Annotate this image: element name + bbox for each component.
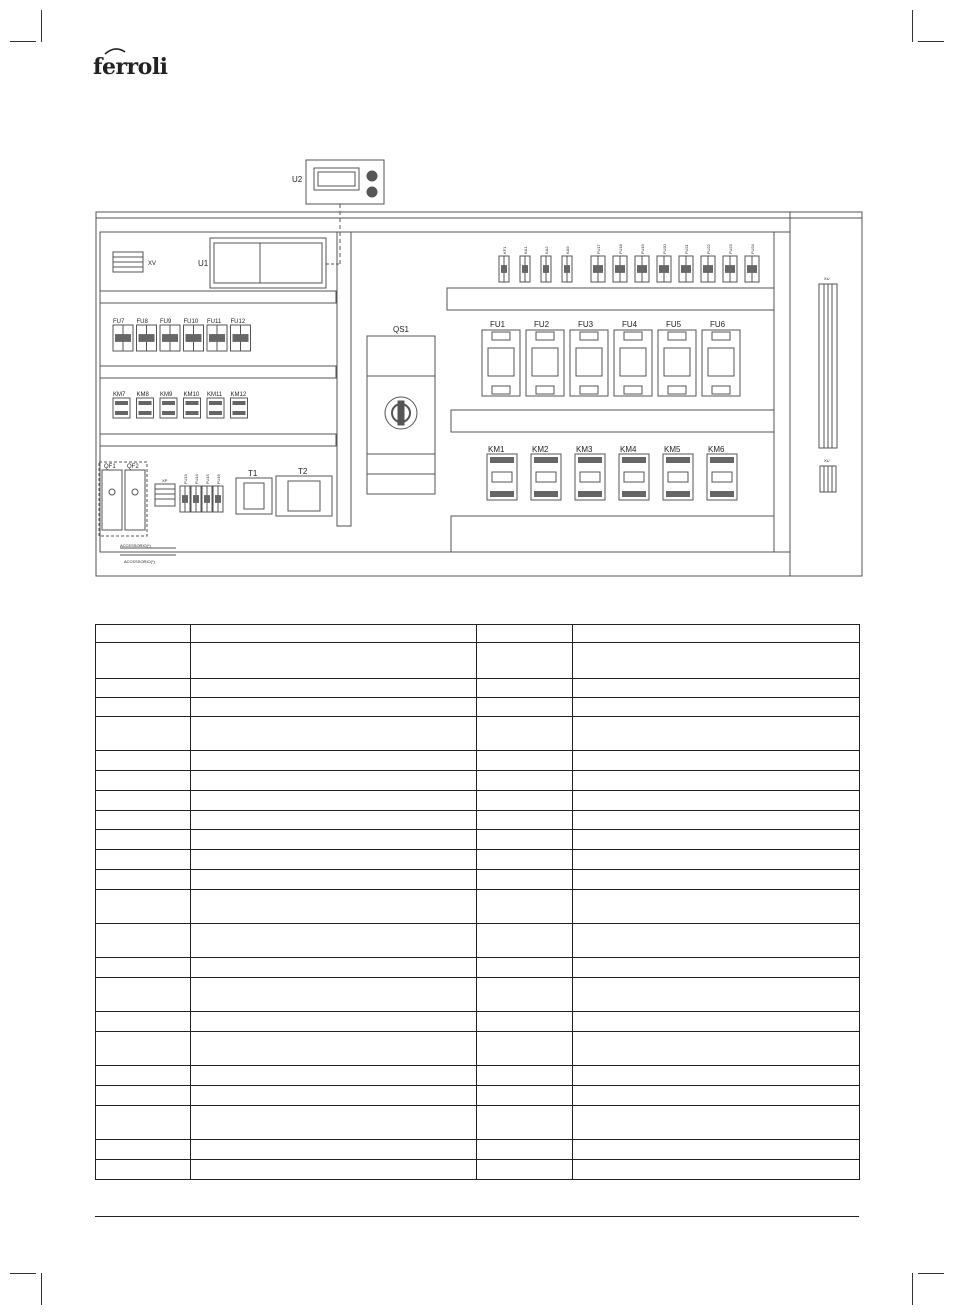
- contactor-km9: [160, 398, 177, 418]
- label-fu24: FU24: [750, 244, 755, 254]
- label-fu9: FU9: [160, 319, 172, 325]
- power-fuse-fu2: [526, 330, 564, 396]
- power-fuse-fu1: [482, 330, 520, 396]
- table-cell: [477, 870, 573, 890]
- table-cell: [477, 1012, 573, 1032]
- label-t1: T1: [248, 469, 258, 478]
- table-cell: [573, 1012, 860, 1032]
- vertical-rail: [337, 232, 351, 526]
- label-fu12: FU12: [230, 319, 246, 325]
- wire-duct-bottom: [451, 516, 774, 552]
- label-fu7: FU7: [113, 319, 125, 325]
- table-cell: [477, 717, 573, 751]
- table-cell: [96, 1160, 191, 1180]
- table-row: [96, 625, 860, 643]
- table-cell: [573, 811, 860, 830]
- table-cell: [573, 850, 860, 870]
- label-fu8: FU8: [136, 319, 148, 325]
- table-cell: [191, 698, 477, 717]
- table-cell: [96, 1012, 191, 1032]
- table-cell: [477, 1066, 573, 1086]
- table-cell: [96, 870, 191, 890]
- label-fu10: FU10: [183, 319, 199, 325]
- table-row: [96, 850, 860, 870]
- table-row: [96, 1066, 860, 1086]
- table-cell: [96, 717, 191, 751]
- label-fu23: FU23: [728, 244, 733, 254]
- table-cell: [191, 1086, 477, 1106]
- table-cell: [96, 958, 191, 978]
- table-cell: [96, 698, 191, 717]
- fuse-fu21: [679, 256, 693, 282]
- label-fu6: FU6: [710, 320, 726, 329]
- table-cell: [573, 830, 860, 850]
- label-km6: KM6: [708, 445, 725, 454]
- table-row: [96, 643, 860, 679]
- table-cell: [477, 791, 573, 811]
- fuse-fu12: [231, 325, 251, 351]
- panel-layout-diagram: [0, 0, 954, 610]
- table-cell: [191, 811, 477, 830]
- table-cell: [191, 1106, 477, 1140]
- table-cell: [477, 811, 573, 830]
- breakers-qf: [99, 462, 176, 555]
- table-cell: [573, 717, 860, 751]
- label-fu2: FU2: [534, 320, 550, 329]
- brand-name: ferroli: [93, 54, 168, 80]
- table-cell: [96, 924, 191, 958]
- table-cell: [477, 850, 573, 870]
- label-km2: KM2: [532, 445, 549, 454]
- terminal-xp: [155, 484, 175, 506]
- table-cell: [191, 751, 477, 771]
- table-cell: [477, 1106, 573, 1140]
- table-cell: [477, 1160, 573, 1180]
- table-cell: [191, 1140, 477, 1160]
- table-cell: [477, 1032, 573, 1066]
- contactor-km11: [207, 398, 224, 418]
- table-cell: [477, 890, 573, 924]
- table-cell: [96, 811, 191, 830]
- table-cell: [573, 890, 860, 924]
- table-cell: [477, 751, 573, 771]
- table-cell: [191, 850, 477, 870]
- label-fu15: FU15: [205, 474, 210, 484]
- table-row: [96, 771, 860, 791]
- label-fu21: FU21: [684, 244, 689, 254]
- table-row: [96, 958, 860, 978]
- table-cell: [96, 1106, 191, 1140]
- din-rail-right-1: [447, 288, 774, 310]
- label-xp: XP: [162, 478, 168, 483]
- label-xu-long: XU: [824, 276, 830, 281]
- label-km8: KM8: [136, 392, 149, 398]
- fuse-fu10: [184, 325, 204, 351]
- table-row: [96, 791, 860, 811]
- label-u2: U2: [292, 175, 303, 184]
- table-cell: [573, 1140, 860, 1160]
- label-ka1: KA1: [523, 246, 528, 254]
- fuse-fu14: [191, 486, 201, 512]
- table-cell: [96, 643, 191, 679]
- table-cell: [191, 1012, 477, 1032]
- fuse-fu15: [202, 486, 212, 512]
- fuse-ka1: [520, 256, 530, 282]
- din-rail-left-3: [100, 434, 336, 446]
- fuse-ka2: [541, 256, 551, 282]
- table-cell: [477, 625, 573, 643]
- table-cell: [191, 978, 477, 1012]
- table-cell: [477, 643, 573, 679]
- terminal-xu-long: [819, 284, 837, 448]
- table-cell: [573, 1032, 860, 1066]
- label-fu1: FU1: [490, 320, 506, 329]
- table-cell: [191, 870, 477, 890]
- table-cell: [477, 771, 573, 791]
- fuse-fu8: [137, 325, 157, 351]
- power-fuse-fu6: [702, 330, 740, 396]
- label-km1: KM1: [488, 445, 505, 454]
- contactor-km12: [231, 398, 248, 418]
- power-contactor-km6: [707, 454, 737, 500]
- label-fu3: FU3: [578, 320, 594, 329]
- label-u1: U1: [198, 259, 209, 268]
- table-cell: [96, 1086, 191, 1106]
- din-rail-left-2: [100, 366, 336, 378]
- fuse-ka9: [562, 256, 572, 282]
- label-fu4: FU4: [622, 320, 638, 329]
- table-cell: [573, 978, 860, 1012]
- table-cell: [573, 791, 860, 811]
- table-cell: [191, 791, 477, 811]
- label-fu18: FU18: [618, 244, 623, 254]
- table-cell: [573, 1160, 860, 1180]
- power-contactor-km1: [487, 454, 517, 500]
- label-km10: KM10: [183, 392, 200, 398]
- table-cell: [96, 978, 191, 1012]
- table-cell: [573, 1066, 860, 1086]
- label-qf2: QF2: [127, 464, 139, 470]
- contactor-km7: [113, 398, 130, 418]
- table-cell: [191, 717, 477, 751]
- fuse-fu24: [745, 256, 759, 282]
- table-cell: [96, 625, 191, 643]
- label-fu17: FU17: [596, 244, 601, 254]
- power-contactor-km5: [663, 454, 693, 500]
- fuse-fu7: [113, 325, 133, 351]
- label-km9: KM9: [160, 392, 173, 398]
- table-cell: [477, 679, 573, 698]
- table-cell: [191, 1032, 477, 1066]
- table-row: [96, 1012, 860, 1032]
- fuse-fu17: [591, 256, 605, 282]
- contactor-row-left: [113, 392, 248, 418]
- fuse-row-top-right: [591, 243, 759, 282]
- table-cell: [191, 1160, 477, 1180]
- table-cell: [96, 830, 191, 850]
- transformer-t2: [276, 476, 332, 516]
- label-km11: KM11: [207, 392, 223, 398]
- label-fu13: FU13: [183, 474, 188, 484]
- label-kf1: KF1: [502, 246, 507, 254]
- fuse-fu9: [160, 325, 180, 351]
- label-km7: KM7: [113, 392, 126, 398]
- table-cell: [191, 643, 477, 679]
- footer-rule: [95, 1216, 859, 1217]
- contactor-km10: [184, 398, 201, 418]
- table-cell: [96, 751, 191, 771]
- table-cell: [573, 643, 860, 679]
- fuse-fu22: [701, 256, 715, 282]
- main-switch-qs1: [367, 336, 435, 494]
- fuse-row-bottom-left: [180, 473, 223, 512]
- table-row: [96, 1106, 860, 1140]
- table-row: [96, 1086, 860, 1106]
- label-fu16: FU16: [216, 474, 221, 484]
- power-contactor-km4: [619, 454, 649, 500]
- table-row: [96, 679, 860, 698]
- terminal-xu-short: [820, 466, 836, 492]
- table-cell: [96, 791, 191, 811]
- label-qs1: QS1: [393, 325, 410, 334]
- table-cell: [96, 890, 191, 924]
- table-row: [96, 978, 860, 1012]
- table-cell: [573, 958, 860, 978]
- table-cell: [573, 625, 860, 643]
- table-row: [96, 717, 860, 751]
- label-fu14: FU14: [194, 474, 199, 484]
- table-cell: [96, 771, 191, 791]
- label-ka2: KA2: [544, 246, 549, 254]
- power-fuse-row: [482, 320, 740, 396]
- fuse-fu19: [635, 256, 649, 282]
- table-cell: [573, 870, 860, 890]
- label-fu11: FU11: [207, 319, 222, 325]
- table-cell: [191, 771, 477, 791]
- label-ka9: KA9: [565, 246, 570, 254]
- label-xv: XV: [148, 261, 157, 267]
- power-fuse-fu5: [658, 330, 696, 396]
- table-cell: [96, 850, 191, 870]
- table-row: [96, 698, 860, 717]
- controller-u1: [210, 238, 340, 288]
- power-contactor-km2: [531, 454, 561, 500]
- table-cell: [191, 924, 477, 958]
- table-row: [96, 870, 860, 890]
- table-cell: [573, 751, 860, 771]
- transformer-t1: [236, 478, 272, 514]
- note-accessory-1: ACCESSORIO(*): [120, 543, 151, 548]
- table-row: [96, 924, 860, 958]
- table-cell: [477, 924, 573, 958]
- fuse-fu20: [657, 256, 671, 282]
- label-fu5: FU5: [666, 320, 682, 329]
- table-cell: [191, 625, 477, 643]
- table-cell: [573, 698, 860, 717]
- table-cell: [573, 771, 860, 791]
- table-cell: [96, 679, 191, 698]
- table-cell: [573, 1086, 860, 1106]
- din-rail-right-2: [451, 410, 774, 432]
- label-km4: KM4: [620, 445, 637, 454]
- fuse-fu13: [180, 486, 190, 512]
- table-cell: [96, 1032, 191, 1066]
- label-fu20: FU20: [662, 244, 667, 254]
- table-cell: [477, 958, 573, 978]
- power-contactor-km3: [575, 454, 605, 500]
- fuse-fu16: [213, 486, 223, 512]
- table-cell: [477, 1086, 573, 1106]
- relay-row-top: [499, 246, 572, 282]
- table-cell: [573, 679, 860, 698]
- power-fuse-fu4: [614, 330, 652, 396]
- table-cell: [477, 698, 573, 717]
- table-row: [96, 830, 860, 850]
- fuse-row-left: [113, 319, 251, 351]
- table-cell: [96, 1066, 191, 1086]
- fuse-fu11: [207, 325, 227, 351]
- label-km5: KM5: [664, 445, 681, 454]
- table-cell: [191, 958, 477, 978]
- terminal-xv: [113, 252, 143, 272]
- table-cell: [191, 679, 477, 698]
- label-km12: KM12: [230, 392, 247, 398]
- power-fuse-fu3: [570, 330, 608, 396]
- fuse-kf1: [499, 256, 509, 282]
- table-cell: [191, 1066, 477, 1086]
- table-cell: [191, 890, 477, 924]
- table-cell: [191, 830, 477, 850]
- table-cell: [477, 978, 573, 1012]
- crop-mark-bl-h: [10, 1273, 36, 1274]
- table-row: [96, 751, 860, 771]
- fuse-fu18: [613, 256, 627, 282]
- label-km3: KM3: [576, 445, 593, 454]
- din-rail-left-1: [100, 291, 336, 303]
- table-cell: [573, 924, 860, 958]
- table-row: [96, 1140, 860, 1160]
- table-cell: [477, 1140, 573, 1160]
- label-t2: T2: [298, 467, 308, 476]
- table-row: [96, 811, 860, 830]
- table-row: [96, 1032, 860, 1066]
- label-xu-short: XU: [824, 458, 830, 463]
- table-cell: [477, 830, 573, 850]
- note-accessory-2: ACCESSORIO(*): [124, 559, 155, 564]
- crop-mark-br-v: [912, 1273, 913, 1305]
- crop-mark-bl-v: [41, 1273, 42, 1305]
- component-table: [95, 624, 860, 1180]
- power-contactor-row: [487, 445, 737, 500]
- table-row: [96, 1160, 860, 1180]
- contactor-km8: [137, 398, 154, 418]
- label-qf1: QF1: [104, 464, 116, 470]
- table-cell: [96, 1140, 191, 1160]
- fuse-fu23: [723, 256, 737, 282]
- label-fu22: FU22: [706, 244, 711, 254]
- table-row: [96, 890, 860, 924]
- table-cell: [573, 1106, 860, 1140]
- label-fu19: FU19: [640, 244, 645, 254]
- crop-mark-br-h: [918, 1273, 944, 1274]
